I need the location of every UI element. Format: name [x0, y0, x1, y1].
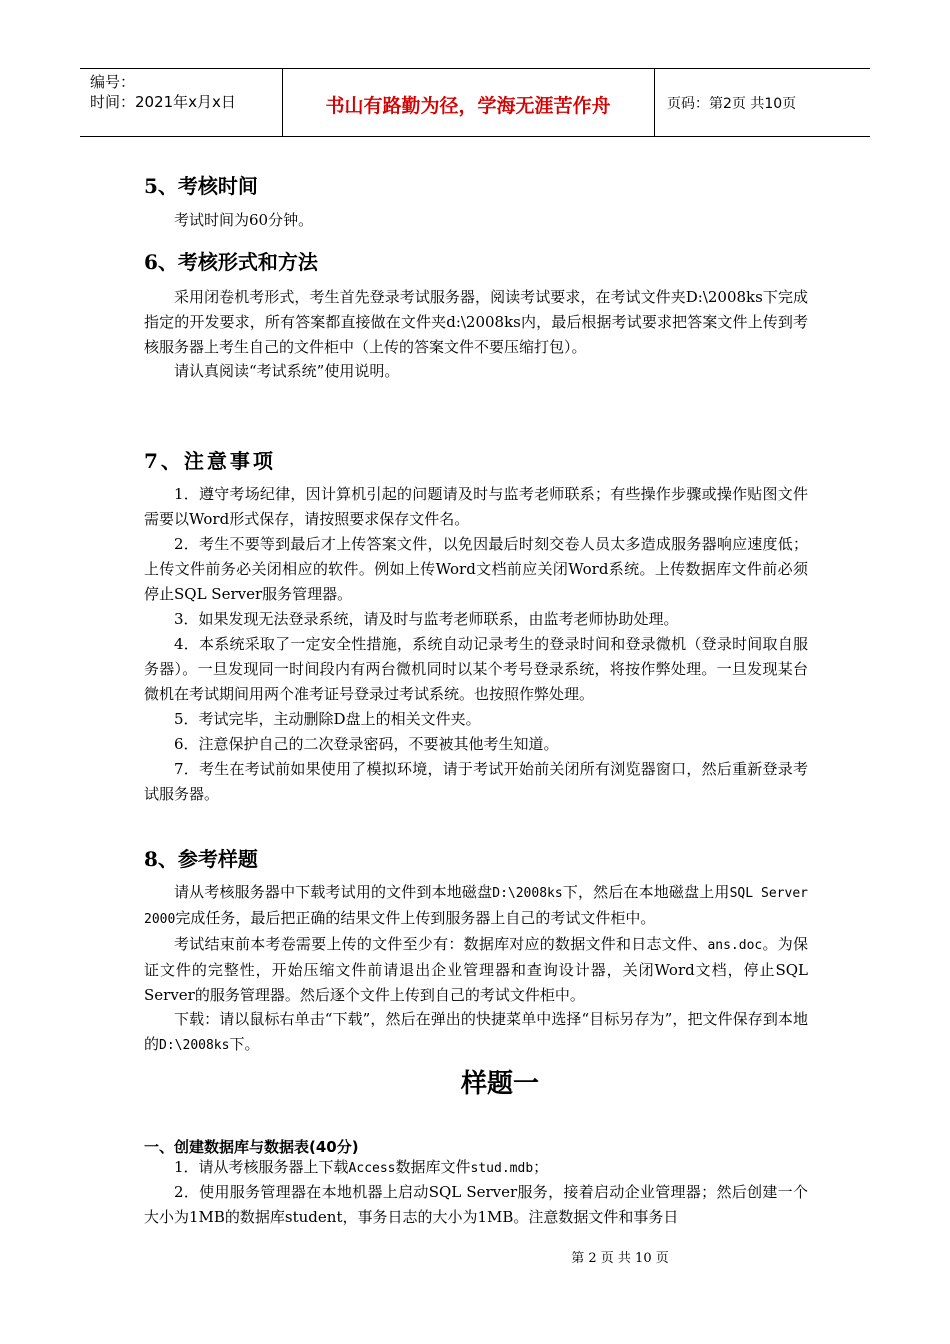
time-label: 时间：2021年x月x日: [90, 93, 236, 111]
section-6-paragraph: 采用闭卷机考形式，考生首先登录考试服务器，阅读考试要求，在考试文件夹D:\2008ks下完成指定的开发要求，所有答案都直接做在文件夹d:\2008ks内，最后根据考试要求把答案文件上传到考核服务器上考生自己的文件柜中（上传的答案文件不要压缩打包）。: [144, 288, 808, 356]
sample-item-2: 2．使用服务管理器在本地机器上启动SQL Server服务，接着启动企业管理器；然后创建一个大小为1MB的数据库student，事务日志的大小为1MB。注意数据文件和事务日: [144, 1183, 808, 1226]
notice-item: 2．考生不要等到最后才上传答案文件，以免因最后时刻交卷人员太多造成服务器响应速度低；上传文件前务必关闭相应的软件。例如上传Word文档前应关闭Word系统。上传数据库文件前必须停止SQL Server服务管理器。: [144, 535, 808, 603]
notice-item: 4．本系统采取了一定安全性措施，系统自动记录考生的登录时间和登录微机（登录时间取自服务器）。一旦发现同一时间段内有两台微机同时以某个考号登录系统，将按作弊处理。一旦发现某台微机在考试期间用两个准考证号登录过考试系统。也按照作弊处理。: [144, 635, 808, 703]
header-meta-cell: [80, 69, 283, 136]
sample-item-1: 1．请从考核服务器上下载Access数据库文件stud.mdb；: [174, 1158, 549, 1176]
section-title-7: 7、注意事项: [144, 449, 276, 473]
notice-item: 6．注意保护自己的二次登录密码，不要被其他考生知道。: [174, 735, 559, 753]
section-title-8: 8、参考样题: [144, 847, 258, 871]
notice-item: 1．遵守考场纪律，因计算机引起的问题请及时与监考老师联系；有些操作步骤或操作贴图文件需要以Word形式保存，请按照要求保存文件名。: [144, 485, 808, 528]
page-info: 页码：第2页 共10页: [667, 96, 797, 112]
section-8-paragraph-2: 考试结束前本考卷需要上传的文件至少有：数据库对应的数据文件和日志文件、ans.doc。为保证文件的完整性，开始压缩文件前请退出企业管理器和查询设计器，关闭Word文档，停止SQL Server的服务管理器。然后逐个文件上传到自己的考试文件柜中。: [144, 935, 808, 1004]
page-header: [80, 68, 870, 137]
sample-subtitle: 一、创建数据库与数据表(40分): [144, 1138, 359, 1156]
header-motto-cell: [282, 69, 655, 136]
page-footer: 第 2 页 共 10 页: [571, 1251, 669, 1266]
motto: 书山有路勤为径，学海无涯苦作舟: [325, 95, 611, 117]
notice-item: 7．考生在考试前如果使用了模拟环境，请于考试开始前关闭所有浏览器窗口，然后重新登录考试服务器。: [144, 760, 808, 803]
section-6-note: 请认真阅读“考试系统”使用说明。: [174, 362, 400, 380]
section-8-paragraph-1: 请从考核服务器中下载考试用的文件到本地磁盘D:\2008ks下，然后在本地磁盘上用SQL Server 2000完成任务，最后把正确的结果文件上传到服务器上自己的考试文件柜中。: [144, 883, 808, 927]
section-title-6: 6、考核形式和方法: [144, 250, 318, 274]
number-label: 编号：: [90, 73, 136, 91]
header-page-cell: [655, 69, 870, 136]
notice-item: 5．考试完毕，主动删除D盘上的相关文件夹。: [174, 710, 481, 728]
section-title-5: 5、考核时间: [144, 174, 258, 198]
sample-title: 样题一: [460, 1069, 539, 1099]
section-8-paragraph-3: 下载：请以鼠标右单击“下载”，然后在弹出的快捷菜单中选择“目标另存为”，把文件保存到本地的D:\2008ks下。: [144, 1010, 808, 1053]
section-5-text: 考试时间为60分钟。: [174, 211, 314, 229]
notice-item: 3．如果发现无法登录系统，请及时与监考老师联系，由监考老师协助处理。: [174, 610, 679, 628]
